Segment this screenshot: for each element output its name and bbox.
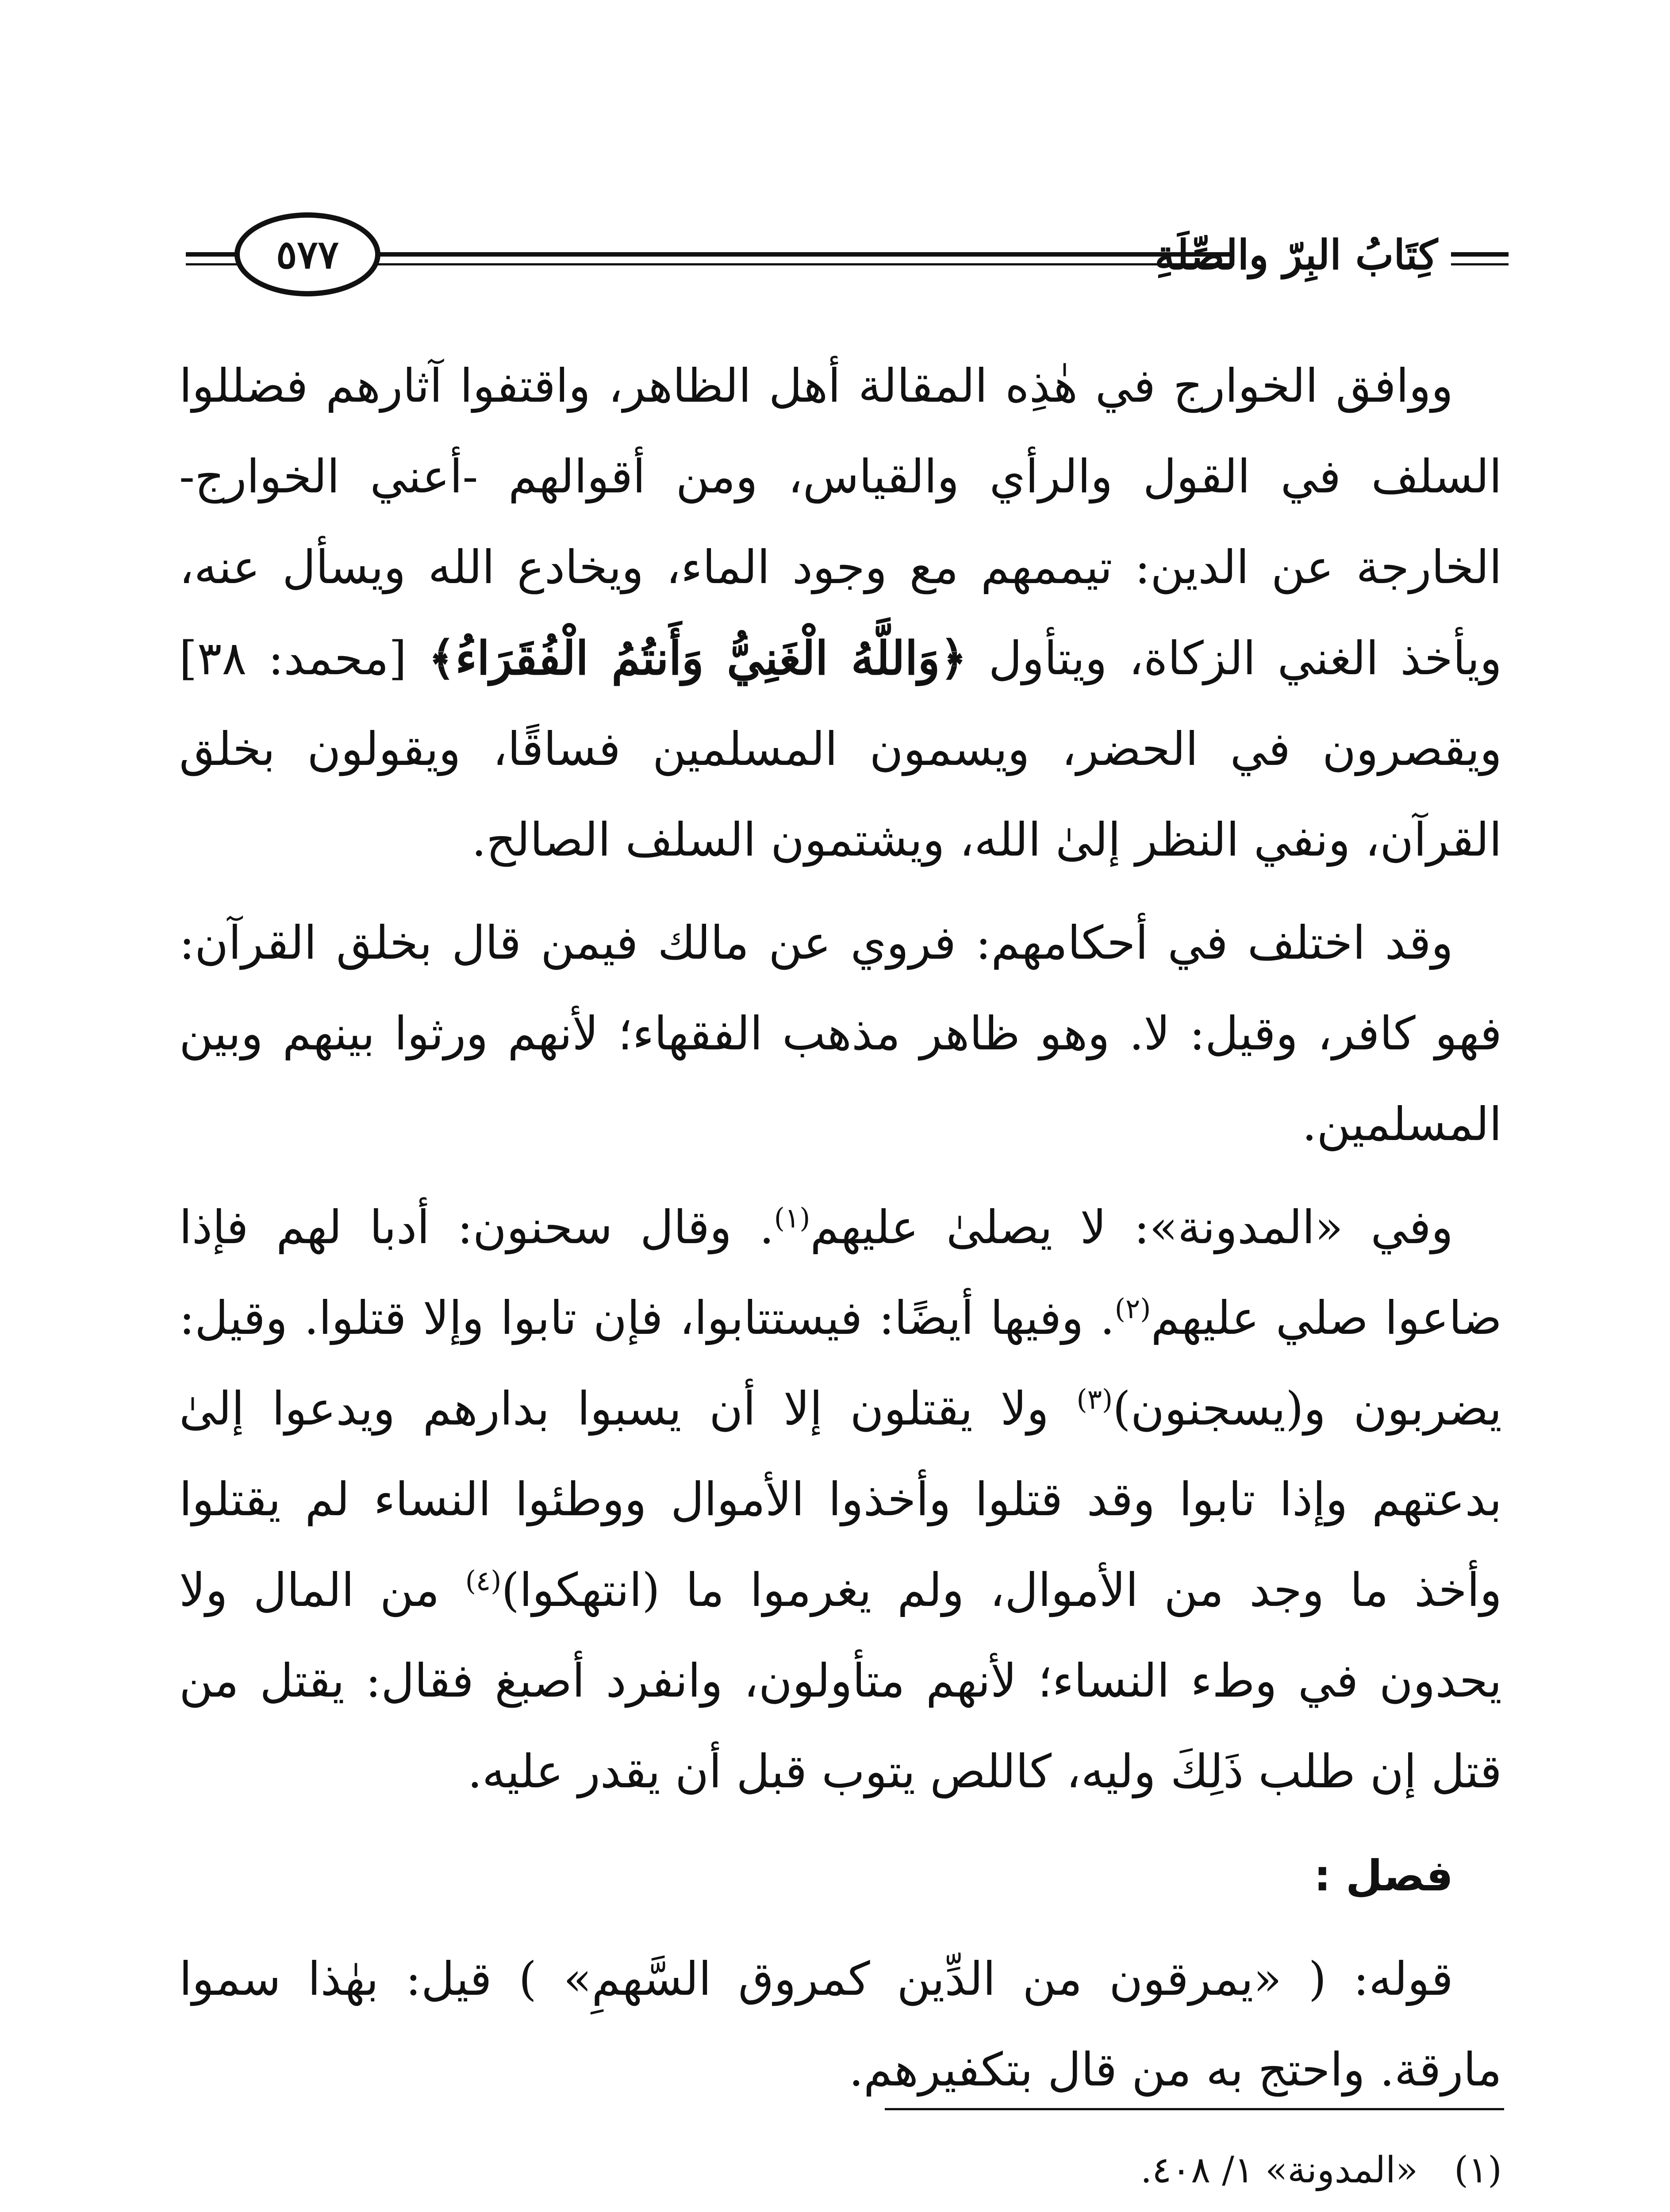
section-heading: فصل : [1314, 1851, 1453, 1901]
footnote-text [909, 2204, 1418, 2212]
footnote-ref-1: (١) [774, 1202, 810, 1234]
paragraph-3-text-e: من المال ولا يحدون في وطء النساء؛ لأنهم متأولون، وانفرد أصبغ فقال: يقتل من قتل إن طلب ذَلِكَ وليه، كاللص يتوب قبل أن يقدر عليه. [179, 1563, 1502, 1798]
header-rule-left [186, 252, 239, 257]
page-number-badge [234, 212, 380, 296]
paragraph-4-text: قوله: ( «يمرقون من الدِّين كمروق السَّهمِ» ) قيل: بهٰذا سموا مارقة. واحتج به من قال بتكفيرهم. [179, 1952, 1502, 2097]
footnote-ref-2: (٢) [1114, 1292, 1151, 1325]
paragraph-3-text-d: ولا يقتلون إلا أن يسبوا بدارهم ويدعوا إلىٰ بدعتهم وإذا تابوا وقد قتلوا وأخذوا الأموال ووطئوا النساء لم يقتلوا وأخذ ما وجد من الأموال، ولم يغرموا ما (انتهكوا) [179, 1382, 1502, 1617]
header-rule-left-thin [186, 263, 239, 265]
paragraph-1 [179, 341, 1502, 885]
paragraph-3 [179, 1182, 1502, 1817]
quran-verse: ﴿وَاللَّهُ الْغَنِيُّ وَأَنتُمُ الْفُقَرَاءُ﴾ [428, 631, 967, 685]
header-rule-main-thin [376, 263, 1234, 265]
page-number: ٥٧٧ [276, 231, 339, 277]
footnote-text: «المدونة» ١/ ٤٠٨. [1140, 2149, 1418, 2191]
footnote-number: (١) [1454, 2149, 1502, 2191]
footnotes [179, 2137, 1502, 2212]
paragraph-4 [179, 1934, 1502, 2115]
paragraph-2 [179, 898, 1502, 1170]
footnote-2 [179, 2204, 1502, 2212]
footnote-number [1418, 2204, 1502, 2212]
footnote-ref-4: (٤) [465, 1564, 502, 1597]
paragraph-1-text-cont: [محمد: ٣٨] ويقصرون في الحضر، ويسمون المسلمين فساقًا، ويقولون بخلق القرآن، ونفي النظر إلىٰ الله، ويشتمون السلف الصالح. [179, 631, 1502, 867]
running-header [186, 204, 1504, 314]
body-text [179, 341, 1502, 2115]
header-rule-right-thin [1451, 263, 1509, 265]
footnote-1 [179, 2137, 1502, 2204]
header-rule-right [1451, 252, 1509, 257]
paragraph-1-text: ووافق الخوارج في هٰذِه المقالة أهل الظاهر، واقتفوا آثارهم فضللوا السلف في القول والرأي والقياس، ومن أقوالهم -أعني الخوارج- الخارجة عن الدين: تيممهم مع وجود الماء، ويخادع الله ويسأل عنه، ويأخذ الغني الزكاة، ويتأول [179, 359, 1502, 685]
paragraph-2-text: وقد اختلف في أحكامهم: فروي عن مالك فيمن قال بخلق القرآن: فهو كافر، وقيل: لا. وهو ظاهر مذهب الفقهاء؛ لأنهم ورثوا بينهم وبين المسلمين. [179, 916, 1502, 1151]
chapter-title: كِتَابُ البِرّ والصِّلَةِ [1155, 231, 1438, 279]
paragraph-3-text-c: . وفيها أيضًا: فيستتابوا، فإن تابوا وإلا قتلوا. وقيل: يضربون و(يسجنون) [179, 1291, 1502, 1436]
header-rule-main [376, 252, 1234, 257]
section-heading-row [179, 1829, 1502, 1921]
paragraph-3-text-a: وفي «المدونة»: لا يصلىٰ عليهم [810, 1200, 1454, 1254]
footnote-ref-3: (٣) [1076, 1383, 1113, 1416]
paragraph-3-text-b: . وقال سحنون: أدبا لهم فإذا ضاعوا صلي عليهم [179, 1200, 1502, 1345]
footnote-separator [885, 2108, 1504, 2110]
